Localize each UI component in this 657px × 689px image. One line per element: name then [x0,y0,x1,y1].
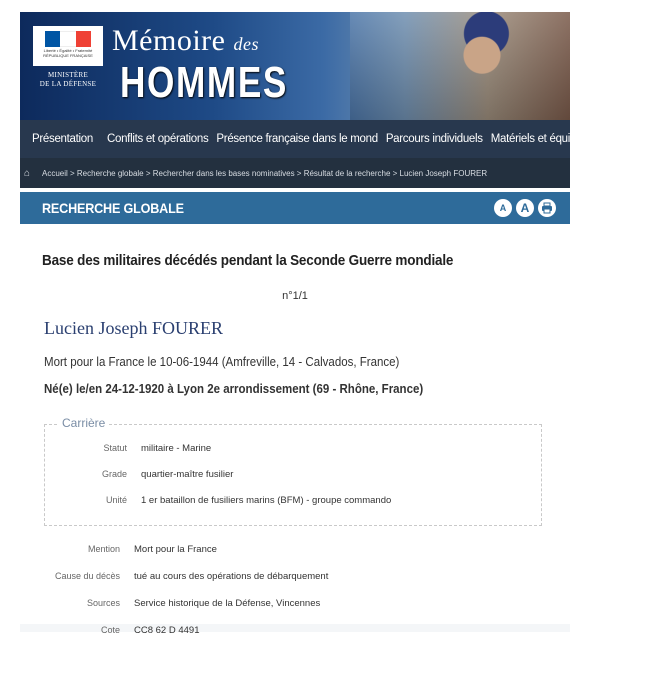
record-number: n°1/1 [282,290,308,302]
french-flag-icon [45,31,91,47]
record-card [20,224,570,636]
nav-item-materiels[interactable]: Matériels et équipements [490,133,613,145]
birth-info: Né(e) le/en 24-12-1920 à Lyon 2e arrondissement (69 - Rhône, France) [44,382,424,396]
main-nav [20,120,654,158]
field-label: Unité [105,495,127,505]
republique-text: Liberté • Égalité • Fraternité RÉPUBLIQUE FRANÇAISE [43,48,93,58]
field-label: Sources [86,598,120,608]
ministry-logo[interactable] [28,26,108,114]
panel-title: RECHERCHE GLOBALE [42,200,184,216]
career-fieldset [44,416,542,526]
field-label: Statut [103,443,127,453]
detail-row-mention [20,544,570,555]
database-title: Base des militaires décédés pendant la Seconde Guerre mondiale [42,252,454,269]
career-legend: Carrière [59,416,108,430]
banner-portrait-image [350,12,570,120]
nav-item-parcours[interactable]: Parcours individuels [385,133,483,145]
republique-logo [33,26,103,66]
field-label: Cause du décès [54,571,120,581]
site-title-hommes: HOMMES [120,58,288,107]
career-row-unite [45,495,541,506]
ministere-text: MINISTÈRE DE LA DÉFENSE [39,71,97,88]
nav-item-presence[interactable]: Présence française dans le mond [216,133,378,145]
field-value: Service historique de la Défense, Vincennes [134,598,321,609]
detail-row-sources [20,598,570,609]
breadcrumb-text[interactable]: Accueil > Recherche globale > Rechercher dans les bases nominatives > Résultat de la recherche > Lucien Joseph FOURER [42,168,488,178]
field-value: CC8 62 D 4491 [134,625,200,636]
detail-row-cote [20,625,570,636]
nav-item-collections[interactable]: Collect [620,133,654,145]
increase-font-button[interactable]: A [516,199,534,217]
career-row-statut [45,443,541,454]
death-info: Mort pour la France le 10-06-1944 (Amfreville, 14 - Calvados, France) [44,355,400,369]
home-icon[interactable]: ⌂ [24,167,31,179]
site-banner [20,12,570,120]
nav-item-conflits[interactable]: Conflits et opérations [106,133,209,145]
field-value: Mort pour la France [134,544,217,555]
panel-tools [494,199,556,217]
detail-row-cause [20,571,570,582]
field-value: militaire - Marine [141,443,212,454]
breadcrumb [20,158,570,188]
career-row-grade [45,469,541,480]
print-icon[interactable] [538,199,556,217]
panel-header [20,192,570,224]
site-title-memoire: Mémoire des [112,24,259,57]
field-value: quartier-maître fusilier [141,469,234,480]
person-name: Lucien Joseph FOURER [44,318,223,338]
field-label: Grade [101,469,127,479]
field-label: Mention [87,544,120,554]
field-value: tué au cours des opérations de débarquement [134,571,329,582]
field-label: Cote [100,625,120,635]
nav-item-presentation[interactable]: Présentation [32,133,93,145]
field-value: 1 er bataillon de fusiliers marins (BFM) - groupe commando [141,495,392,506]
decrease-font-button[interactable]: A [494,199,512,217]
